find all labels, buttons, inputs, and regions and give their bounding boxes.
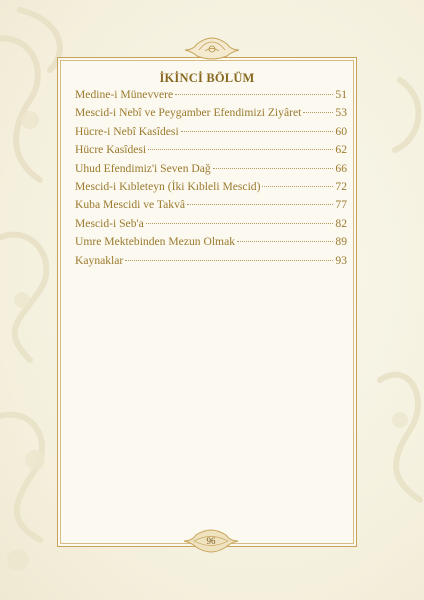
toc-entry bbox=[75, 217, 347, 235]
toc-dot-leader bbox=[175, 94, 333, 95]
toc-entry-page: 66 bbox=[335, 161, 347, 175]
toc-entry-title: Umre Mektebinden Mezun Olmak bbox=[75, 235, 236, 249]
toc-entry bbox=[75, 180, 347, 198]
toc-dot-leader bbox=[181, 131, 334, 132]
toc-entry-title: Mescid-i Seb'a bbox=[75, 216, 144, 230]
toc-dot-leader bbox=[237, 241, 333, 242]
toc-entry bbox=[75, 198, 347, 216]
toc-entry-page: 93 bbox=[335, 253, 347, 267]
toc-entry bbox=[75, 235, 347, 253]
toc-entry-title: Kaynaklar bbox=[75, 253, 124, 267]
toc-entry bbox=[75, 162, 347, 180]
toc-entry-page: 53 bbox=[335, 106, 347, 120]
toc-entry-page: 77 bbox=[335, 198, 347, 212]
top-ornament-cartouche bbox=[183, 36, 241, 60]
toc-entry-title: Uhud Efendimiz'i Seven Dağ bbox=[75, 161, 211, 175]
toc-entry-title: Kuba Mescidi ve Takvâ bbox=[75, 198, 186, 212]
table-of-contents bbox=[75, 88, 347, 272]
toc-dot-leader bbox=[148, 149, 333, 150]
toc-entry bbox=[75, 143, 347, 161]
toc-entry bbox=[75, 88, 347, 106]
toc-entry-page: 60 bbox=[335, 124, 347, 138]
toc-entry-page: 89 bbox=[335, 235, 347, 249]
toc-entry-page: 82 bbox=[335, 216, 347, 230]
toc-entry-title: Medine-i Münevvere bbox=[75, 88, 174, 101]
toc-dot-leader bbox=[262, 186, 333, 187]
toc-entry bbox=[75, 254, 347, 272]
toc-entry-title: Hücre-i Nebî Kasîdesi bbox=[75, 124, 179, 138]
toc-dot-leader bbox=[146, 223, 334, 224]
toc-entry-title: Mescid-i Kıbleteyn (İki Kıbleli Mescid) bbox=[75, 179, 261, 193]
toc-entry-title: Mescid-i Nebî ve Peygamber Efendimizi Ziyâret bbox=[75, 106, 302, 120]
toc-entry-page: 51 bbox=[335, 88, 347, 101]
toc-dot-leader bbox=[303, 112, 333, 113]
chapter-heading: İKİNCİ BÖLÜM bbox=[159, 71, 255, 85]
toc-entry-page: 72 bbox=[335, 179, 347, 193]
toc-entry bbox=[75, 106, 347, 124]
toc-entry bbox=[75, 125, 347, 143]
page-number: 96 bbox=[206, 536, 216, 546]
toc-entry-page: 62 bbox=[335, 143, 347, 157]
toc-dot-leader bbox=[213, 168, 334, 169]
toc-dot-leader bbox=[187, 204, 333, 205]
toc-entry-title: Hücre Kasîdesi bbox=[75, 143, 147, 157]
toc-dot-leader bbox=[125, 260, 333, 261]
